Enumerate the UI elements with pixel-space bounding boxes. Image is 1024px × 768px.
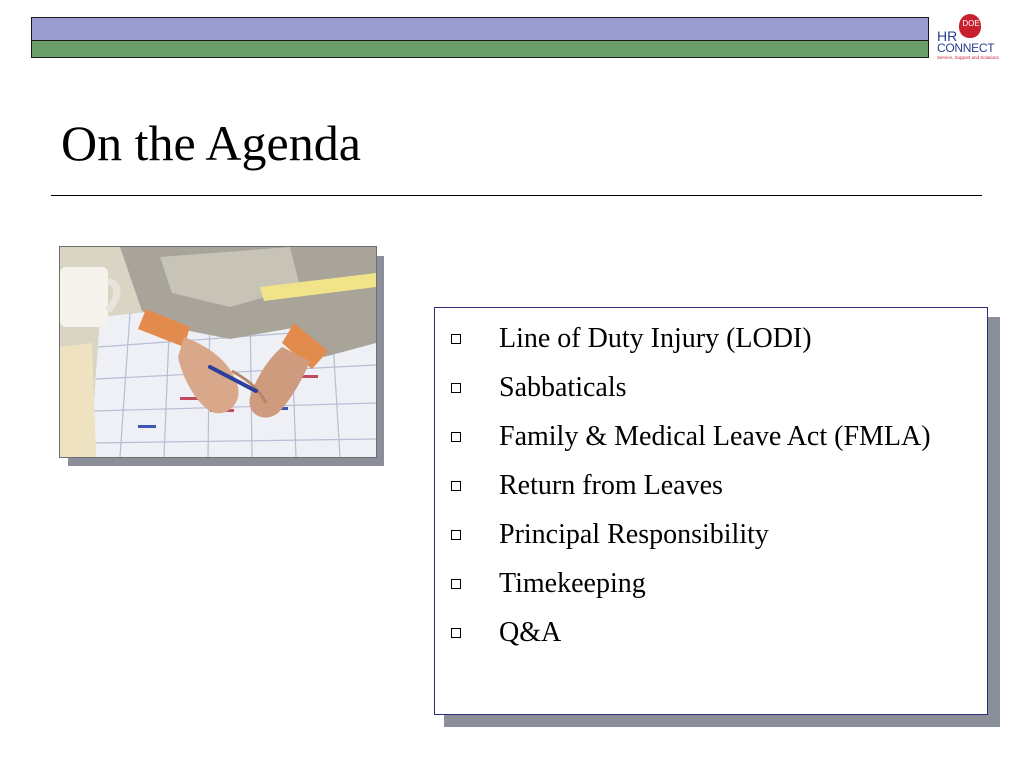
square-bullet-icon (451, 530, 461, 540)
agenda-item-text: Line of Duty Injury (LODI) (499, 323, 812, 354)
agenda-item (449, 368, 977, 407)
agenda-item-text: Family & Medical Leave Act (FMLA) (499, 421, 931, 452)
square-bullet-icon (451, 432, 461, 442)
logo-tagline: Service, Support and Solutions (937, 55, 999, 60)
agenda-item (449, 417, 977, 456)
agenda-item (449, 515, 977, 554)
logo-hr-text: HR (937, 28, 958, 44)
header-bar-purple (31, 17, 929, 41)
title-divider (51, 195, 982, 196)
agenda-item-text: Timekeeping (499, 568, 646, 599)
agenda-box (434, 307, 988, 715)
agenda-item-text: Q&A (499, 617, 562, 648)
square-bullet-icon (451, 579, 461, 589)
agenda-item (449, 319, 977, 358)
agenda-item (449, 564, 977, 603)
agenda-list (449, 319, 977, 662)
square-bullet-icon (451, 481, 461, 491)
header-bars (31, 17, 929, 58)
agenda-item-text: Return from Leaves (499, 470, 723, 501)
agenda-item (449, 466, 977, 505)
agenda-photo (59, 246, 377, 458)
agenda-item-text: Principal Responsibility (499, 519, 769, 550)
square-bullet-icon (451, 628, 461, 638)
agenda-item-text: Sabbaticals (499, 372, 627, 403)
photo-hands-on-calendar-icon (60, 247, 376, 457)
square-bullet-icon (451, 383, 461, 393)
logo-connect-text: CONNECT (937, 41, 995, 55)
logo-doe-text: DOE (962, 19, 980, 28)
agenda-item (449, 613, 977, 652)
square-bullet-icon (451, 334, 461, 344)
header-bar-green (31, 40, 929, 58)
hr-connect-logo (934, 14, 1006, 62)
slide-title: On the Agenda (61, 115, 361, 171)
